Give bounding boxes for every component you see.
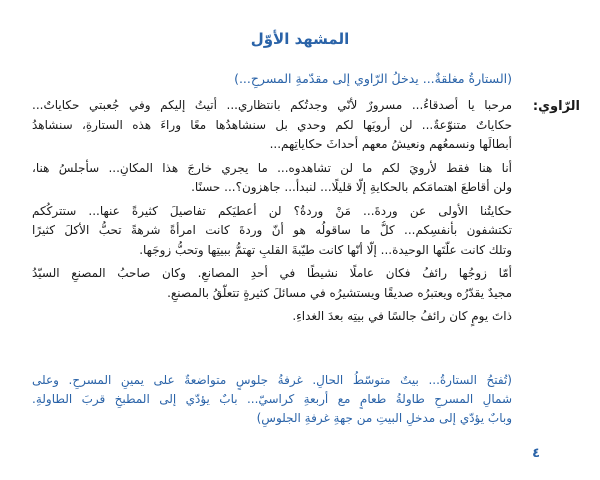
- paragraph: [32, 264, 512, 303]
- closing-stage-direction: [32, 371, 512, 428]
- paragraph: [32, 202, 512, 261]
- text-line: مرحبا يا أصدقاءُ... مسرورٌ لأنّي وجدتُكم بانتظاري... أتيتُ إليكم وفي جُعبتي حكاياتٌ...: [32, 98, 512, 112]
- stage-direction-line: وبابٌ يؤدّي إلى مدخلِ البيتِ من جهةِ غرفةِ الجلوسِ): [256, 411, 512, 425]
- text-line: ذاتَ يومٍ كان رائفُ جالسًا في بيتِه بعدَ الغداءِ.: [292, 309, 512, 323]
- paragraph: [32, 159, 512, 198]
- speaker-label: الرّاوي:: [532, 99, 580, 114]
- stage-direction-line: شمالِ المسرحِ طاولةُ طعامٍ مع أربعةِ كراسيّ... بابٌ يؤدّي إلى المطبخِ قربَ الطاولةِ.: [32, 392, 512, 406]
- text-line: مجيدٌ يقدّرُه ويعتبرُه صديقًا ويستشيرُه في مسائلَ كثيرةٍ تتعلّقُ بالمصنعِ.: [167, 285, 512, 300]
- paragraph: [32, 96, 512, 155]
- paragraph: [32, 307, 512, 327]
- text-line: أنا هنا فقط لأرويَ لكم ما لن تشاهدوه... ما يجري خارجَ هذا المكانِ... سأجلسُ هنا،: [32, 160, 512, 175]
- narrator-speech: [32, 96, 512, 327]
- page-number: ٤: [532, 446, 540, 461]
- opening-stage-direction: (الستارةُ مغلقةٌ... يدخلُ الرّاوي إلى مقدّمةِ المسرحِ...): [234, 71, 512, 86]
- text-line: ولن أقاطعَ اهتمامَكم بالحكايةِ إلّا قليلًا... لنبدأْ... جاهزون؟... حسنًا.: [191, 180, 512, 194]
- scene-title: المشهد الأوّل: [250, 30, 350, 48]
- text-line: أبطالَها ونسمعُهم ونعيشُ معهم أحداثَ حكاياتِهم...: [269, 137, 512, 151]
- text-line: تكتشفون بأنفسِكم... كلُّ ما ساقولُه هو أنّ وردةَ كانت امرأةً شرهةً تحبُّ الأكلَ كثيرًا: [32, 223, 512, 237]
- text-line: أمّا زوجُها رائفُ فكان عاملًا نشيطًا في أحدِ المصانعِ. وكان صاحبُ المصنعِ السيّدُ: [32, 266, 512, 280]
- text-line: حكاياتٌ متنوّعةٌ... لن أرويَها لكم وحدي بل سنشاهدُها معًا وراءَ هذه الستارةِ، سنشاهدُ: [32, 117, 512, 132]
- stage-direction-line: (تُفتحُ الستارةُ... بيتٌ متوسّطُ الحالِ. غرفةُ جلوسٍ متواضعةٌ على يمينِ المسرحِ. وعلى: [32, 373, 512, 387]
- text-line: حكايتُنا الأولى عن وردةَ... مَنْ وردةُ؟ لن أعطيَكم تفاصيلَ كثيرةً عنها... ستتركُكم: [32, 203, 512, 218]
- text-line: وتلك كانت علّتَها الوحيدة... إلّا أنّها كانت طيّبةَ القلبِ تهتمُّ ببيتِها وتحبُّ زوجَها.: [139, 242, 512, 257]
